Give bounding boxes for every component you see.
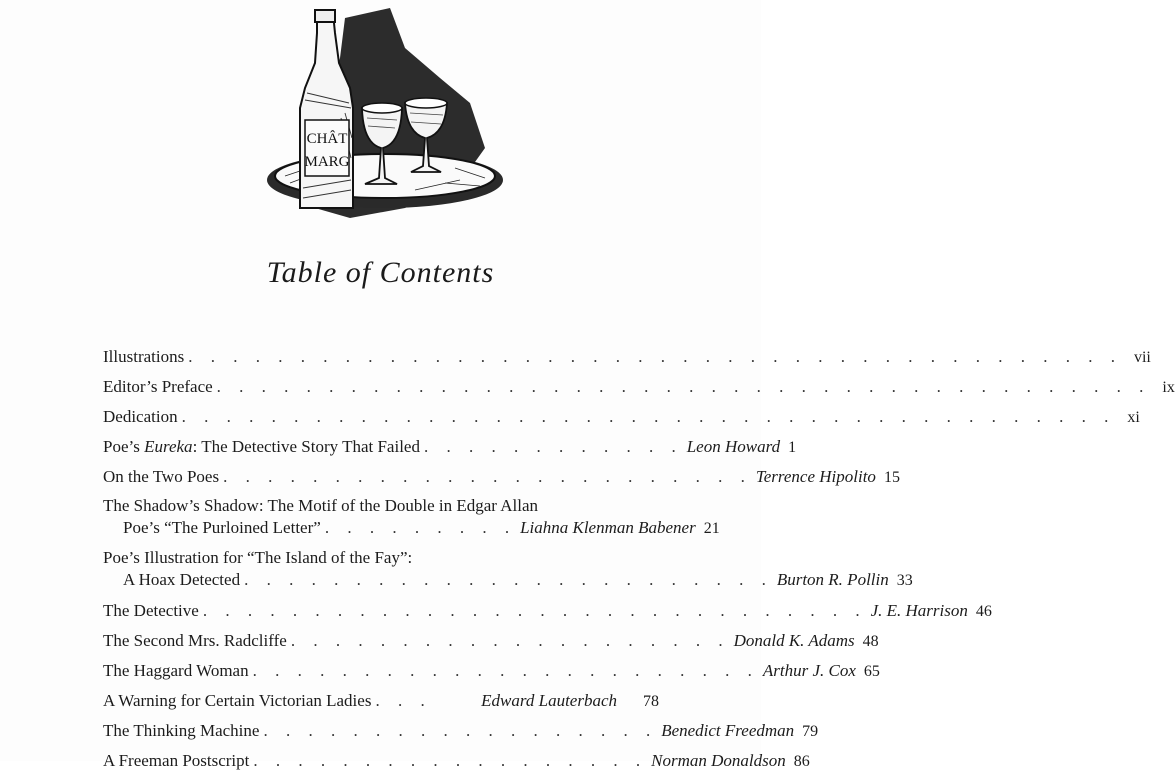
svg-text:MARG: MARG (304, 154, 350, 170)
entry-title: Illustrations (103, 347, 185, 366)
entry-title: A Warning for Certain Victorian Ladies (103, 691, 372, 710)
entry-page-number: vii (1133, 349, 1151, 366)
table-of-contents (103, 342, 1175, 776)
entry-title: The Haggard Woman (103, 661, 249, 680)
entry-author: J. E. Harrison (870, 601, 968, 620)
entry-page-number: ix (1162, 379, 1175, 396)
entry-line (103, 495, 659, 517)
leader-dots: . . . . . . . . . (324, 518, 517, 537)
entry-line (103, 517, 720, 540)
entry-page-number: 33 (896, 572, 913, 589)
entry-title: The Thinking Machine (103, 721, 260, 740)
toc-entry (103, 432, 797, 462)
entry-title-continued: A Hoax Detected (123, 570, 241, 589)
entry-author: Edward Lauterbach (481, 691, 617, 710)
leader-dots: . . . . . . . . . . . . . . . . . . . . . . . . (223, 467, 752, 486)
toc-entry (103, 402, 1140, 432)
entry-page-number: 86 (793, 753, 810, 770)
toc-entry (103, 544, 913, 596)
entry-author: Terrence Hipolito (755, 467, 876, 486)
toc-entry (103, 686, 659, 716)
entry-page-number: 46 (975, 603, 992, 620)
entry-title: A Freeman Postscript (103, 751, 250, 770)
entry-line (103, 569, 913, 592)
leader-dots: . . . . . . . . . . . . . . . . . . . . . . . . . . . . . . . . . . . . . . . . . . (181, 407, 1116, 426)
entry-page-number: 15 (883, 469, 900, 486)
entry-title (103, 432, 420, 461)
leader-dots: . . . . . . . . . . . . . . . . . . . . (290, 631, 730, 650)
entry-author: Leon Howard (686, 437, 781, 456)
leader-dots: . . . . . . . . . . . . . . . . . . . . . . . . . . . . . . (202, 601, 867, 620)
page-title: Table of Contents (266, 256, 495, 289)
entry-author: Burton R. Pollin (776, 570, 889, 589)
toc-entry (103, 716, 819, 746)
entry-page-number: 79 (802, 723, 819, 740)
entry-title: The Shadow’s Shadow: The Motif of the Double in Edgar Allan (103, 496, 539, 515)
toc-entry (103, 342, 1151, 372)
entry-page-number: 78 (643, 693, 659, 710)
entry-page-number: 1 (788, 439, 797, 456)
leader-dots: . . . . . . . . . . . . . . . . . . (263, 721, 658, 740)
entry-author: Arthur J. Cox (762, 661, 856, 680)
leader-dots: . . . . . . . . . . . . . . . . . . . . . . . (252, 661, 759, 680)
leader-dots: . . . . . . . . . . . . . . . . . . . . . . . . . . . . . . . . . . . . . . . . . . (216, 377, 1151, 396)
toc-entry (103, 626, 879, 656)
toc-entry (103, 746, 810, 776)
entry-title: Dedication (103, 407, 178, 426)
entry-title-part: Poe’s (103, 437, 145, 456)
entry-author: Benedict Freedman (661, 721, 795, 740)
entry-title: Poe’s Illustration for “The Island of the Fay”: (103, 548, 413, 567)
entry-page-number: 65 (863, 663, 880, 680)
entry-title-emphasis: Eureka (144, 437, 193, 456)
entry-title: The Detective (103, 601, 199, 620)
entry-title-part: : The Detective Story That Failed (192, 437, 420, 456)
toc-entry (103, 492, 720, 544)
entry-title: The Second Mrs. Radcliffe (103, 631, 287, 650)
leader-dots: . . . . . . . . . . . . . . . . . . . . . . . . (244, 570, 773, 589)
entry-title: Editor’s Preface (103, 377, 213, 396)
entry-line (103, 547, 659, 569)
toc-entry (103, 596, 992, 626)
entry-page-number: xi (1127, 409, 1140, 426)
entry-page-number: 48 (862, 633, 879, 650)
wine-bottle-illustration (255, 8, 505, 230)
entry-page-number: 21 (703, 520, 720, 537)
leader-dots: . . . . . . . . . . . . (423, 437, 683, 456)
svg-text:CHÂT: CHÂT (306, 131, 348, 147)
entry-author: Norman Donaldson (651, 751, 786, 770)
leader-dots: . . . . . . . . . . . . . . . . . . . . . . . . . . . . . . . . . . . . . . . . . . (188, 347, 1122, 366)
toc-entry (103, 462, 900, 492)
toc-entry (103, 656, 880, 686)
entry-author: Donald K. Adams (733, 631, 855, 650)
entry-author: Liahna Klenman Babener (520, 518, 696, 537)
entry-title-continued: Poe’s “The Purloined Letter” (123, 518, 321, 537)
toc-entry (103, 372, 1175, 402)
leader-dots: . . . . . . . . . . . . . . . . . . (253, 751, 648, 770)
leader-dots: . . . (375, 691, 432, 710)
entry-title: On the Two Poes (103, 467, 220, 486)
